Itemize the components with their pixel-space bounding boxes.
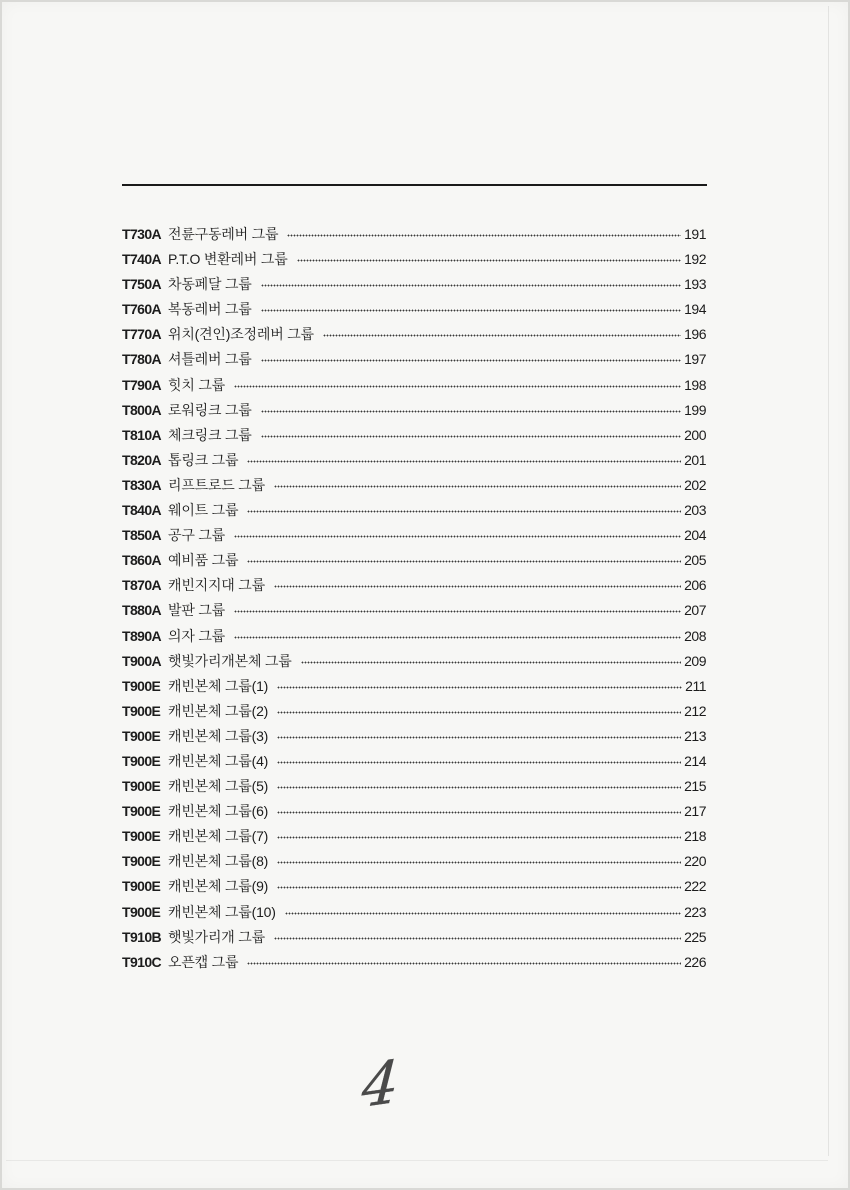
toc-entry-title: 캐빈본체 그룹(1) <box>168 677 269 694</box>
toc-entry-dot-leader <box>285 912 681 915</box>
toc-entry-code: T820A <box>122 451 162 468</box>
toc-entry-dot-leader <box>234 385 681 388</box>
scan-edge-right <box>828 6 829 1156</box>
toc-entry-page-number: 217 <box>684 803 706 820</box>
toc-list <box>122 222 706 975</box>
toc-entry-code: T840A <box>122 502 162 519</box>
toc-entry <box>122 247 706 272</box>
toc-entry-page-number: 223 <box>684 903 706 920</box>
toc-entry-dot-leader <box>277 711 681 714</box>
toc-entry-page-number: 206 <box>684 577 706 594</box>
toc-entry-code: T900A <box>122 652 162 669</box>
toc-entry-dot-leader <box>287 234 681 237</box>
toc-entry <box>122 724 706 749</box>
toc-entry-dot-leader <box>234 535 681 538</box>
toc-entry-code: T890A <box>122 627 162 644</box>
toc-entry-dot-leader <box>261 359 682 362</box>
toc-entry <box>122 373 706 398</box>
toc-entry-dot-leader <box>261 309 682 312</box>
toc-entry-page-number: 211 <box>685 677 706 694</box>
toc-entry-title: 체크링크 그룹 <box>168 426 252 443</box>
toc-entry-page-number: 209 <box>684 652 706 669</box>
toc-entry-page-number: 225 <box>684 928 706 945</box>
toc-entry-dot-leader <box>261 410 682 413</box>
toc-entry-page-number: 215 <box>684 778 706 795</box>
toc-entry-code: T900E <box>122 803 161 820</box>
scan-edge-bottom <box>6 1160 828 1161</box>
toc-entry-page-number: 199 <box>684 401 706 418</box>
toc-entry-page-number: 207 <box>684 602 706 619</box>
toc-entry <box>122 222 706 247</box>
header-rule <box>122 184 707 186</box>
toc-entry-page-number: 213 <box>684 727 706 744</box>
toc-entry <box>122 749 706 774</box>
toc-entry-code: T790A <box>122 376 162 393</box>
toc-entry <box>122 950 706 975</box>
toc-entry-code: T760A <box>122 301 162 318</box>
toc-entry-dot-leader <box>274 485 681 488</box>
toc-entry <box>122 774 706 799</box>
toc-entry-page-number: 193 <box>684 276 706 293</box>
toc-entry <box>122 573 706 598</box>
toc-entry-dot-leader <box>277 861 681 864</box>
toc-entry-code: T800A <box>122 401 162 418</box>
toc-entry-page-number: 220 <box>684 853 706 870</box>
toc-entry-title: 차동페달 그룹 <box>168 276 252 293</box>
toc-entry-dot-leader <box>274 585 681 588</box>
toc-entry <box>122 925 706 950</box>
toc-entry <box>122 523 706 548</box>
toc-entry <box>122 272 706 297</box>
toc-entry-code: T810A <box>122 426 162 443</box>
toc-entry-code: T900E <box>122 828 161 845</box>
toc-entry-title: 리프트로드 그룹 <box>168 476 265 493</box>
toc-entry-code: T900E <box>122 878 161 895</box>
toc-entry-title: 캐빈본체 그룹(10) <box>168 903 276 920</box>
toc-entry-title: 캐빈본체 그룹(5) <box>168 778 269 795</box>
toc-entry-page-number: 196 <box>684 326 706 343</box>
toc-entry-title: 의자 그룹 <box>168 627 225 644</box>
toc-entry-title: 햇빛가리개 그룹 <box>168 928 265 945</box>
toc-entry-dot-leader <box>274 937 681 940</box>
toc-entry-dot-leader <box>261 435 682 438</box>
toc-entry-page-number: 194 <box>684 301 706 318</box>
toc-entry-dot-leader <box>301 661 682 664</box>
toc-entry-dot-leader <box>247 962 681 965</box>
toc-entry-title: 위치(견인)조정레버 그룹 <box>168 326 314 343</box>
toc-entry <box>122 699 706 724</box>
toc-entry-title: 전륜구동레버 그룹 <box>168 226 279 242</box>
toc-entry-title: 오픈캡 그룹 <box>168 953 239 970</box>
toc-entry-dot-leader <box>323 334 681 337</box>
toc-entry-dot-leader <box>277 686 682 689</box>
toc-entry-page-number: 198 <box>684 376 706 393</box>
toc-entry-title: 캐빈지지대 그룹 <box>168 577 265 594</box>
toc-entry-page-number: 200 <box>684 426 706 443</box>
toc-entry <box>122 347 706 372</box>
toc-entry-title: 캐빈본체 그룹(8) <box>168 853 269 870</box>
toc-entry-page-number: 212 <box>684 702 706 719</box>
toc-entry-title: 햇빛가리개본체 그룹 <box>168 652 292 669</box>
toc-entry-title: 톱링크 그룹 <box>168 451 239 468</box>
toc-entry-title: 복동레버 그룹 <box>168 301 252 318</box>
toc-entry <box>122 448 706 473</box>
toc-entry-page-number: 202 <box>684 476 706 493</box>
toc-entry-title: 공구 그룹 <box>168 527 225 544</box>
toc-entry-code: T900E <box>122 778 161 795</box>
toc-entry <box>122 799 706 824</box>
toc-entry-page-number: 192 <box>684 251 706 268</box>
toc-entry-page-number: 204 <box>684 527 706 544</box>
toc-entry <box>122 473 706 498</box>
toc-entry-dot-leader <box>277 886 681 889</box>
toc-entry-code: T900E <box>122 677 161 694</box>
toc-entry-page-number: 218 <box>684 828 706 845</box>
toc-entry <box>122 598 706 623</box>
toc-entry-dot-leader <box>261 284 682 287</box>
toc-entry-code: T900E <box>122 702 161 719</box>
toc-entry <box>122 900 706 925</box>
toc-entry-page-number: 226 <box>684 953 706 970</box>
toc-entry <box>122 824 706 849</box>
toc-entry-title: 예비품 그룹 <box>168 552 239 569</box>
toc-entry-code: T750A <box>122 276 162 293</box>
toc-entry-title: 힛치 그룹 <box>168 376 225 393</box>
toc-entry-page-number: 205 <box>684 552 706 569</box>
toc-entry-title: 캐빈본체 그룹(9) <box>168 878 269 895</box>
toc-entry-code: T780A <box>122 351 162 368</box>
toc-entry-page-number: 222 <box>684 878 706 895</box>
toc-entry-code: T740A <box>122 251 162 268</box>
toc-entry <box>122 322 706 347</box>
toc-entry-code: T880A <box>122 602 162 619</box>
toc-entry <box>122 498 706 523</box>
handwritten-page-number: 4 <box>359 1046 402 1122</box>
toc-entry-dot-leader <box>247 460 681 463</box>
toc-entry-dot-leader <box>277 736 681 739</box>
toc-entry <box>122 674 706 699</box>
toc-entry-code: T910B <box>122 928 162 945</box>
toc-entry-title: 발판 그룹 <box>168 602 225 619</box>
toc-entry-title: 캐빈본체 그룹(3) <box>168 727 269 744</box>
toc-entry-title: P.T.O 변환레버 그룹 <box>168 251 288 268</box>
toc-entry-title: 캐빈본체 그룹(7) <box>168 828 269 845</box>
toc-entry-dot-leader <box>277 786 681 789</box>
toc-entry-title: 캐빈본체 그룹(6) <box>168 803 269 820</box>
toc-entry <box>122 398 706 423</box>
toc-entry-code: T860A <box>122 552 162 569</box>
toc-entry-code: T830A <box>122 476 162 493</box>
toc-entry-dot-leader <box>277 836 681 839</box>
toc-entry-title: 웨이트 그룹 <box>168 502 239 519</box>
toc-entry-dot-leader <box>234 610 681 613</box>
toc-entry-code: T900E <box>122 727 161 744</box>
toc-entry-title: 캐빈본체 그룹(2) <box>168 702 269 719</box>
toc-entry-page-number: 191 <box>684 226 706 242</box>
toc-entry-title: 로워링크 그룹 <box>168 401 252 418</box>
toc-entry-code: T900E <box>122 752 161 769</box>
toc-entry-code: T910C <box>122 953 162 970</box>
toc-entry-dot-leader <box>247 510 681 513</box>
toc-entry-code: T900E <box>122 903 161 920</box>
toc-entry-dot-leader <box>297 259 682 262</box>
toc-entry <box>122 649 706 674</box>
toc-entry-title: 셔틀레버 그룹 <box>168 351 252 368</box>
toc-entry-page-number: 203 <box>684 502 706 519</box>
toc-entry-dot-leader <box>277 811 681 814</box>
toc-entry-code: T770A <box>122 326 162 343</box>
toc-entry <box>122 849 706 874</box>
toc-entry <box>122 297 706 322</box>
toc-entry-code: T870A <box>122 577 162 594</box>
toc-entry <box>122 423 706 448</box>
toc-entry-code: T730A <box>122 226 162 242</box>
toc-entry-dot-leader <box>247 560 681 563</box>
toc-entry <box>122 548 706 573</box>
toc-entry <box>122 624 706 649</box>
toc-entry-page-number: 201 <box>684 451 706 468</box>
toc-entry-code: T900E <box>122 853 161 870</box>
toc-entry-code: T850A <box>122 527 162 544</box>
toc-entry-page-number: 208 <box>684 627 706 644</box>
toc-entry-page-number: 197 <box>684 351 706 368</box>
toc-entry-page-number: 214 <box>684 752 706 769</box>
toc-entry-dot-leader <box>234 636 681 639</box>
toc-entry-title: 캐빈본체 그룹(4) <box>168 752 269 769</box>
toc-entry-dot-leader <box>277 761 681 764</box>
toc-entry <box>122 874 706 899</box>
